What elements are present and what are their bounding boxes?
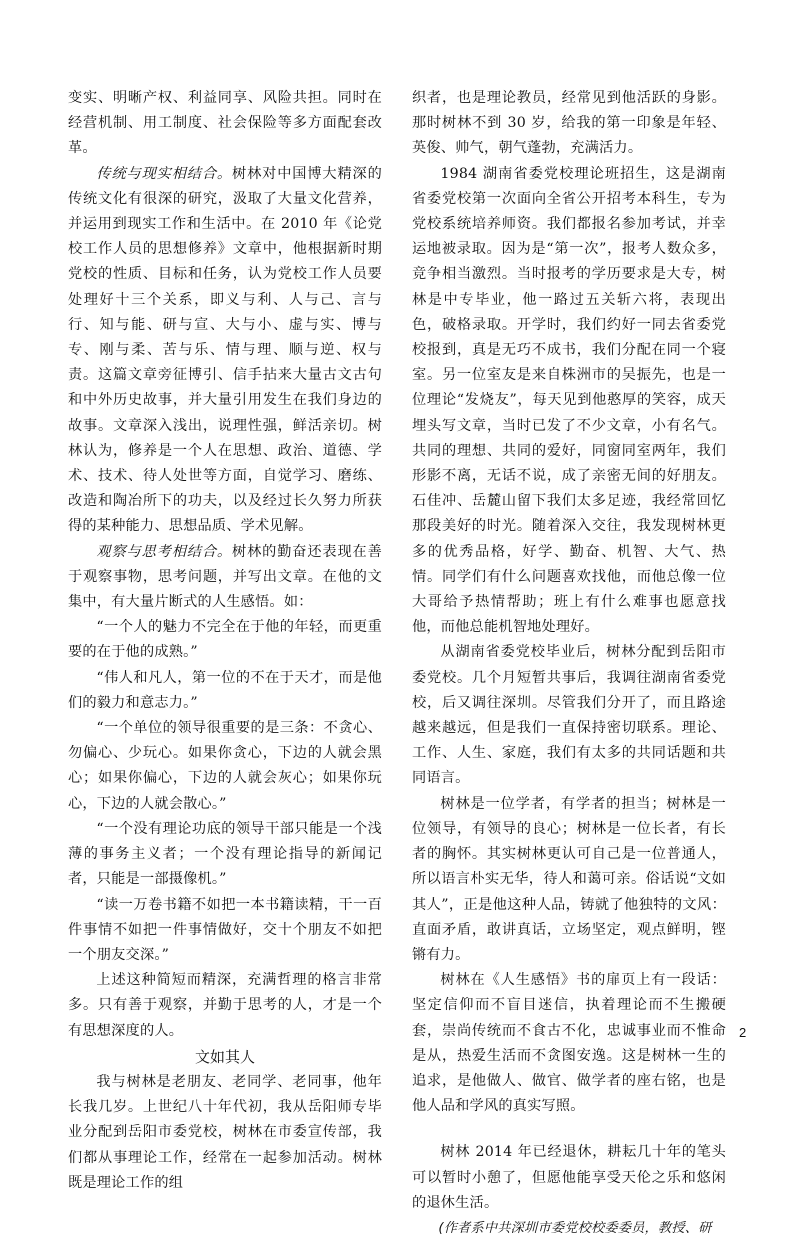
quote: “伟人和凡人，第一位的不在于天才，而是他们的毅力和意志力。”	[68, 669, 382, 711]
quote: “读一万卷书籍不如把一本书籍读精，干一百件事情不如把一件事情做好，交十个朋友不如把一个朋友交深。”	[68, 896, 382, 963]
page-number: 2	[739, 1025, 747, 1040]
paragraph: 我与树林是老朋友、老同学、老同事，他年长我几岁。上世纪八十年代初，我从岳阳师专毕业分配到岳阳市委党校，树林在市委宣传部，我们都从事理论工作，经常在一起参加活动。树林既是理论工作的组	[68, 1073, 382, 1191]
paragraph-text: 树林的勤奋还表现在善于观察事物，思考问题，并写出文章。在他的文集中，有大量片断式的人生感悟。如：	[68, 543, 382, 611]
quote: “一个单位的领导很重要的是三条：不贪心、勿偏心、少玩心。如果你贪心，下边的人就会黑心；如果你偏心，下边的人就会灰心；如果你玩心，下边的人就会散心。”	[68, 720, 382, 812]
paragraph: 织者，也是理论教员，经常见到他活跃的身影。那时树林不到 30 岁，给我的第一印象是年轻、英俊、帅气，朝气蓬勃，充满活力。	[412, 90, 726, 157]
paragraph: 上述这种简短而精深，充满哲理的格言非常多。只有善于观察，并勤于思考的人，才是一个有思想深度的人。	[68, 972, 382, 1039]
quote: “一个没有理论功底的领导干部只能是一个浅薄的事务主义者；一个没有理论指导的新闻记者，只能是一部摄像机。”	[68, 820, 382, 888]
paragraph	[68, 540, 382, 616]
paragraph: 树林 2014 年已经退休，耕耘几十年的笔头可以暂时小憩了，但愿他能享受天伦之乐和悠闲的退休生活。	[412, 1144, 726, 1211]
paragraph: 树林是一位学者，有学者的担当；树林是一位领导，有领导的良心；树林是一位长者，有长者的胸怀。其实树林更认可自己是一位普通人，所以语言朴实无华，待人和蔼可亲。俗话说“文如其人”，正是他这种人品，铸就了他独特的文风：直面矛盾，敢讲真话，立场坚定，观点鲜明，铿锵有力。	[412, 795, 726, 963]
section-heading: 文如其人	[194, 1047, 255, 1066]
paragraph	[68, 162, 382, 540]
quote: “一个人的魅力不完全在于他的年轻，而更重要的在于他的成熟。”	[68, 619, 382, 661]
section-lead: 观察与思考相结合。	[96, 543, 232, 560]
author-note: (作者系中共深圳市委党校校委委员，教授、研	[438, 1220, 712, 1236]
paragraph-text: 树林对中国博大精深的传统文化有很深的研究，汲取了大量文化营养，并运用到现实工作和生活中。在 2010 年《论党校工作人员的思想修养》文章中，他根据新时期党校的性质、目标和任务，认为党校工作人员要处理好十三个关系，即义与利、人与己、言与行、知与能、研与宣、大与小、虚与实、博与专、刚与柔、苦与乐、情与理、顺与逆、权与责。这篇文章旁征博引、信手拈来大量古文古句和中外历史故事，并大量引用发生在我们身边的故事。文章深入浅出，说理性强，鲜活亲切。树林认为，修养是一个人在思想、政治、道德、学术、技术、待人处世等方面，自觉学习、磨练、改造和陶冶所下的功夫，以及经过长久努力所获得的某种能力、思想品质、学术见解。	[68, 165, 382, 535]
paragraph: 1984 湖南省委党校理论班招生，这是湖南省委党校第一次面向全省公开招考本科生，专为党校系统培养师资。我们都报名参加考试，并幸运地被录取。因为是“第一次”，报考人数众多，竞争相当激烈。当时报考的学历要求是大专，树林是中专毕业，他一路过五关斩六将，表现出色，破格录取。开学时，我们约好一同去省委党校报到，真是无巧不成书，我们分配在同一个寝室。另一位室友是来自株洲市的吴振先，也是一位理论“发烧友”，每天见到他憨厚的笑容，成天埋头写文章，当时已发了不少文章，小有名气。共同的理想、共同的爱好，同窗同室两年，我们形影不离，无话不说，成了亲密无间的好朋友。石佳冲、岳麓山留下我们太多足迹，我经常回忆那段美好的时光。随着深入交往，我发现树林更多的优秀品格，好学、勤奋、机智、大气、热情。同学们有什么问题喜欢找他，而他总像一位大哥给予热情帮助；班上有什么难事也愿意找他，而他总能机智地处理好。	[412, 165, 726, 636]
right-column	[412, 86, 726, 1241]
paragraph: 从湖南省委党校毕业后，树林分配到岳阳市委党校。几个月短暂共事后，我调往湖南省委党校，后又调往深圳。尽管我们分开了，而且路途越来越远，但是我们一直保持密切联系。理论、工作、人生、家庭，我们有太多的共同话题和共同语言。	[412, 644, 726, 787]
spacer	[412, 1119, 726, 1140]
left-column	[68, 86, 382, 1196]
paragraph: 树林在《人生感悟》书的扉页上有一段话：坚定信仰而不盲目迷信，执着理论而不生搬硬套，崇尚传统而不食古不化，忠诚事业而不惟命是从，热爱生活而不贪图安逸。这是树林一生的追求，是他做人、做官、做学者的座右铭，也是他人品和学风的真实写照。	[412, 972, 726, 1115]
paragraph: 变实、明晰产权、利益同享、风险共担。同时在经营机制、用工制度、社会保险等多方面配套改革。	[68, 90, 382, 157]
section-lead: 传统与现实相结合。	[96, 165, 232, 182]
